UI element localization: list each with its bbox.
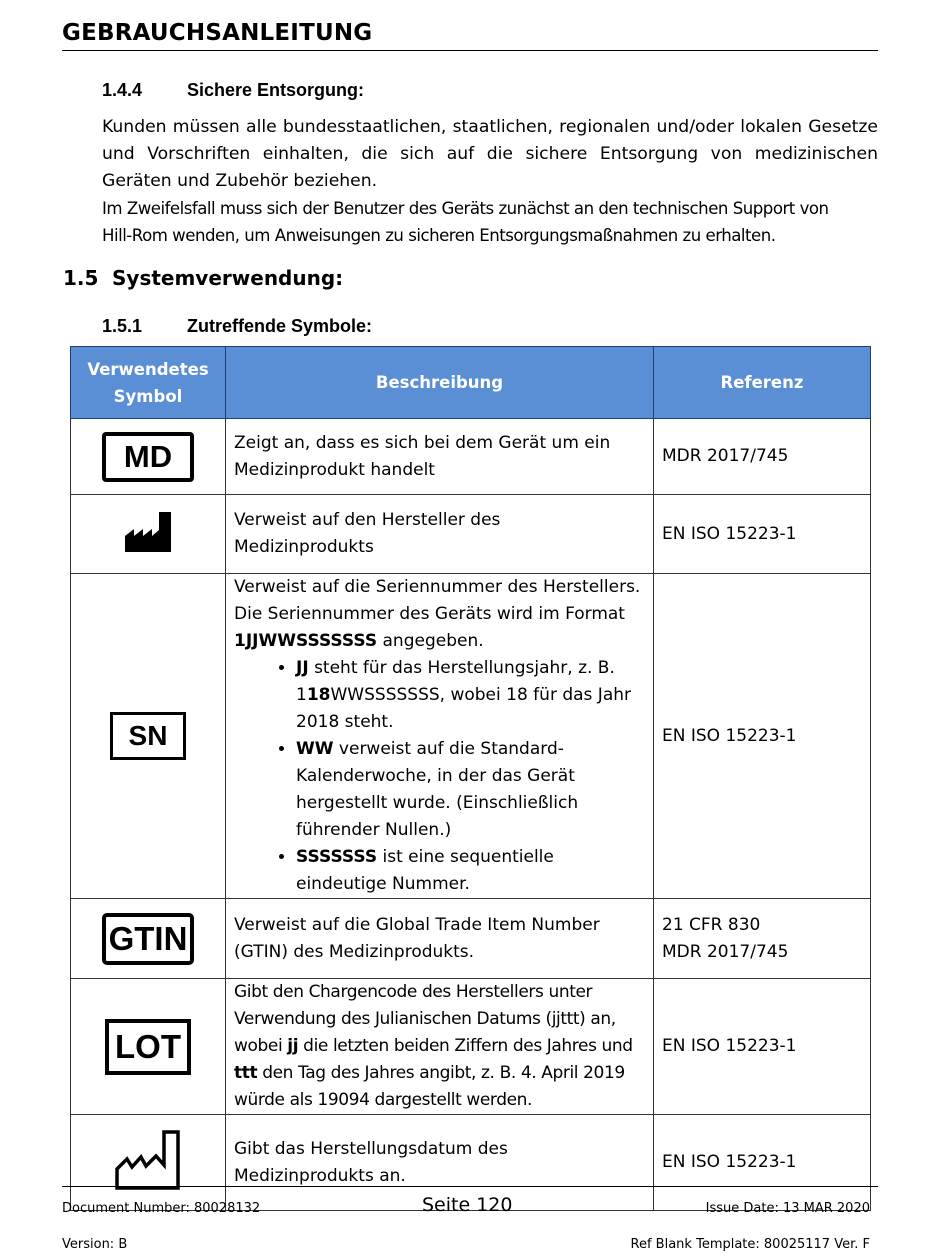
lot-text: die letzten beiden Ziffern des Jahres und [303, 1036, 633, 1056]
footer-divider [62, 1186, 878, 1187]
md-icon: MD [102, 432, 194, 482]
symbol-cell [71, 899, 226, 979]
table-row [71, 495, 871, 574]
lot-text: den Tag des Jahres angibt, z. B. 4. April 2019 würde als 19094 dargestellt werden. [234, 1063, 625, 1110]
table-row [71, 419, 871, 495]
reference-line: 21 CFR 830 [662, 914, 761, 935]
list-item [296, 844, 645, 898]
disposal-paragraph-1: Kunden müssen alle bundesstaatlichen, staatlichen, regionalen und/oder lokalen Gesetze und Vorschriften einhalten, die sich auf die sichere Entsorgung von medizinischen Geräten und Zubehör beziehen. [102, 117, 878, 191]
header-symbol [71, 347, 226, 419]
description-cell [226, 574, 654, 899]
reference-cell: EN ISO 15223-1 [654, 495, 871, 574]
issue-date: Issue Date: 13 MAR 2020 [705, 1201, 870, 1216]
table-row [71, 899, 871, 979]
bullet-emphasis: 18 [306, 685, 331, 705]
header-symbol-line-2: Symbol [113, 386, 183, 406]
ref-blank-template: Ref Blank Template: 80025117 Ver. F [630, 1237, 870, 1252]
symbol-cell [71, 495, 226, 574]
reference-cell: EN ISO 15223-1 [654, 574, 871, 899]
serial-format: 1JJWWSSSSSSS [234, 631, 378, 651]
page-number: Seite 120 [422, 1194, 513, 1216]
section-number: 1.5 [63, 266, 99, 290]
version: Version: B [62, 1237, 128, 1252]
section-1-5-1-heading [102, 316, 372, 337]
table-row [71, 574, 871, 899]
gtin-icon: GTIN [102, 913, 194, 965]
description-cell: Gibt das Herstellungsdatum des Medizinprodukts an. [226, 1115, 654, 1211]
serial-description-intro [234, 574, 645, 655]
date-of-manufacture-icon [114, 1129, 182, 1191]
list-item [296, 655, 645, 736]
section-title: Systemverwendung: [112, 266, 344, 290]
bullet-text: ist eine sequentielle eindeutige Nummer. [296, 847, 554, 894]
bullet-text: WWSSSSSSS, wobei 18 für das Jahr 2018 steht. [296, 685, 631, 732]
lot-emphasis: ttt [234, 1063, 258, 1083]
description-cell: Verweist auf die Global Trade Item Number (GTIN) des Medizinprodukts. [226, 899, 654, 979]
document-title: GEBRAUCHSANLEITUNG [62, 20, 373, 46]
bullet-term: JJ [296, 658, 309, 678]
section-number: 1.4.4 [102, 80, 143, 100]
table-row [71, 979, 871, 1115]
lot-icon: LOT [105, 1019, 191, 1075]
bullet-term: WW [296, 739, 334, 759]
list-item [296, 736, 645, 844]
document-number: Document Number: 80028132 [62, 1201, 261, 1216]
disposal-paragraph-2 [102, 195, 878, 249]
symbol-cell [71, 419, 226, 495]
section-title: Sichere Entsorgung: [187, 80, 365, 100]
section-number: 1.5.1 [102, 316, 143, 336]
table-header-row [71, 347, 871, 419]
description-cell: Zeigt an, dass es sich bei dem Gerät um ein Medizinprodukt handelt [226, 419, 654, 495]
bullet-term: SSSSSSS [296, 847, 378, 867]
manufacturer-icon [123, 510, 173, 554]
page-header [62, 20, 878, 51]
intro-end-text: angegeben. [382, 631, 484, 651]
section-title: Zutreffende Symbole: [187, 316, 373, 336]
header-description: Beschreibung [226, 347, 654, 419]
disposal-paragraph-2-line-1: Im Zweifelsfall muss sich der Benutzer des Geräts zunächst an den technischen Support von [102, 199, 829, 218]
reference-cell [654, 899, 871, 979]
symbol-cell [71, 1115, 226, 1211]
section-1-4-4-heading [102, 80, 364, 101]
sn-icon: SN [110, 712, 186, 760]
header-symbol-line-1: Verwendetes [87, 359, 209, 379]
reference-cell: EN ISO 15223-1 [654, 1115, 871, 1211]
reference-cell: EN ISO 15223-1 [654, 979, 871, 1115]
lot-text: Gibt den Chargencode des Herstellers unter Verwendung des Julianischen Datums (jjttt) an, wobei [234, 982, 616, 1056]
symbol-cell [71, 574, 226, 899]
bullet-text: verweist auf die Standard-Kalenderwoche, in der das Gerät hergestellt wurde. (Einschließlich führender Nullen.) [296, 739, 579, 840]
description-cell [226, 979, 654, 1115]
disposal-paragraph-2-line-2: Hill-Rom wenden, um Anweisungen zu sicheren Entsorgungsmaßnahmen zu erhalten. [102, 226, 776, 245]
header-reference: Referenz [654, 347, 871, 419]
description-cell: Verweist auf den Hersteller des Medizinprodukts [226, 495, 654, 574]
reference-line: MDR 2017/745 [662, 941, 789, 962]
lot-emphasis: jj [287, 1036, 299, 1056]
serial-bullet-list [234, 655, 645, 898]
intro-text: Verweist auf die Seriennummer des Herstellers. Die Seriennummer des Geräts wird im Format [234, 577, 641, 624]
symbol-cell [71, 979, 226, 1115]
symbols-table [70, 346, 871, 1211]
section-1-5-heading [63, 266, 343, 290]
bullet-text: steht für das Herstellungsjahr, z. B. 1 [296, 658, 615, 705]
reference-cell: MDR 2017/745 [654, 419, 871, 495]
